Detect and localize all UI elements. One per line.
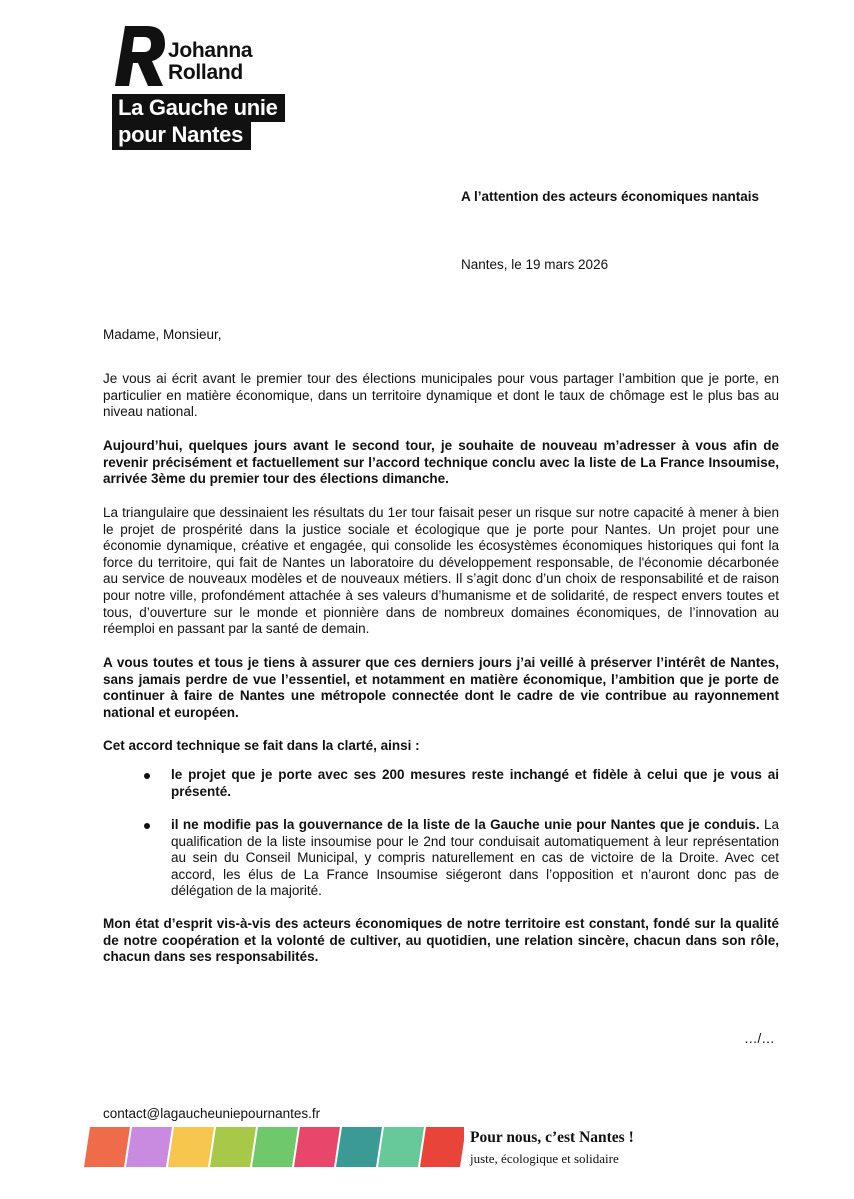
paragraph-4: A vous toutes et tous je tiens à assurer que ces derniers jours j’ai veillé à préserver l’intérêt de Nantes, sans jamais perdre de vue l’essentiel, et notamment en matière économique, l’ambition que je porte de continuer à faire de Nantes une métropole connectée dont le cadre de vie contribue au rayonnement national et européen. <box>103 655 779 720</box>
bullet-text-2 <box>171 817 779 900</box>
color-stripe <box>378 1127 424 1167</box>
color-stripe <box>336 1127 382 1167</box>
paragraph-6: Mon état d’esprit vis-à-vis des acteurs économiques de notre territoire est constant, fondé sur la qualité de notre coopération et la volonté de cultiver, au quotidien, une relation sincère, chacun dans son rôle, chacun dans ses responsabilités. <box>103 916 779 965</box>
paragraph-5: Cet accord technique se fait dans la clarté, ainsi : <box>103 738 420 753</box>
paragraph-3: La triangulaire que dessinaient les résultats du 1er tour faisait peser un risque sur notre capacité à mener à bien le projet de prospérité dans la justice sociale et écologique que je porte pour Nantes. Un projet pour une économie dynamique, créative et engagée, qui consolide les écosystèmes économiques historiques qui font la force du territoire, qui fait de Nantes un laboratoire du développement responsable, de l'économie décarbonée au service de nouveaux modèles et de nouveaux métiers. Il s’agit donc d’un choix de responsabilité et de raison pour notre ville, profondément attachée à ses valeurs d’humanisme et de solidarité, de respect envers toutes et tous, d’ouverture sur le monde et pionnière dans de nombreux domaines économiques, de l’innovation au réemploi en passant par la santé de demain. <box>103 505 779 637</box>
color-stripe <box>168 1127 214 1167</box>
paragraph-2: Aujourd’hui, quelques jours avant le second tour, je souhaite de nouveau m’adresser à vous afin de revenir précisément et factuellement sur l’accord technique conclu avec la liste de La France Insoumise, arrivée 3ème du premier tour des élections dimanche. <box>103 438 779 487</box>
continued-marker: …/… <box>744 1031 775 1046</box>
color-stripe <box>294 1127 340 1167</box>
logo-list-line1: La Gauche unie <box>112 94 285 122</box>
logo-list-line2: pour Nantes <box>112 120 251 150</box>
logo-last-name: Rolland <box>168 61 243 84</box>
logo-candidate-name <box>168 40 252 84</box>
tagline: juste, écologique et solidaire <box>470 1151 619 1166</box>
bullet-dot <box>144 823 150 829</box>
date-line: Nantes, le 19 mars 2026 <box>461 257 609 272</box>
color-stripe <box>84 1127 130 1167</box>
color-stripe <box>126 1127 172 1167</box>
salutation: Madame, Monsieur, <box>103 327 222 342</box>
paragraph-1: Je vous ai écrit avant le premier tour des élections municipales pour vous partager l’ambition que je porte, en particulier en matière économique, dans un territoire dynamique et dont le taux de chômage est le plus bas au niveau national. <box>103 371 779 420</box>
bullet-2-rest: La qualification de la liste insoumise pour le 2nd tour conduisait automatiquement à leur représentation au sein du Conseil Municipal, y compris naturellement en cas de victoire de la Droite. Avec cet accord, les élus de La France Insoumise siégeront dans l’opposition et n’auront donc pas de délégation de la majorité. <box>171 817 779 899</box>
logo-first-name: Johanna <box>168 39 253 62</box>
logo-r-mark <box>113 24 165 88</box>
color-stripe <box>420 1127 464 1167</box>
bullet-2-bold: il ne modifie pas la gouvernance de la liste de la Gauche unie pour Nantes que je conduis. <box>171 817 760 832</box>
bullet-dot <box>144 773 150 779</box>
color-stripe <box>252 1127 298 1167</box>
slogan: Pour nous, c’est Nantes ! <box>470 1129 634 1146</box>
contact-email: contact@lagaucheuniepournantes.fr <box>103 1106 321 1121</box>
bullet-text-1: le projet que je porte avec ses 200 mesures reste inchangé et fidèle à celui que je vous ai présenté. <box>171 767 779 799</box>
color-stripe <box>210 1127 256 1167</box>
color-stripes <box>84 1127 464 1167</box>
addressee: A l’attention des acteurs économiques nantais <box>461 189 760 204</box>
